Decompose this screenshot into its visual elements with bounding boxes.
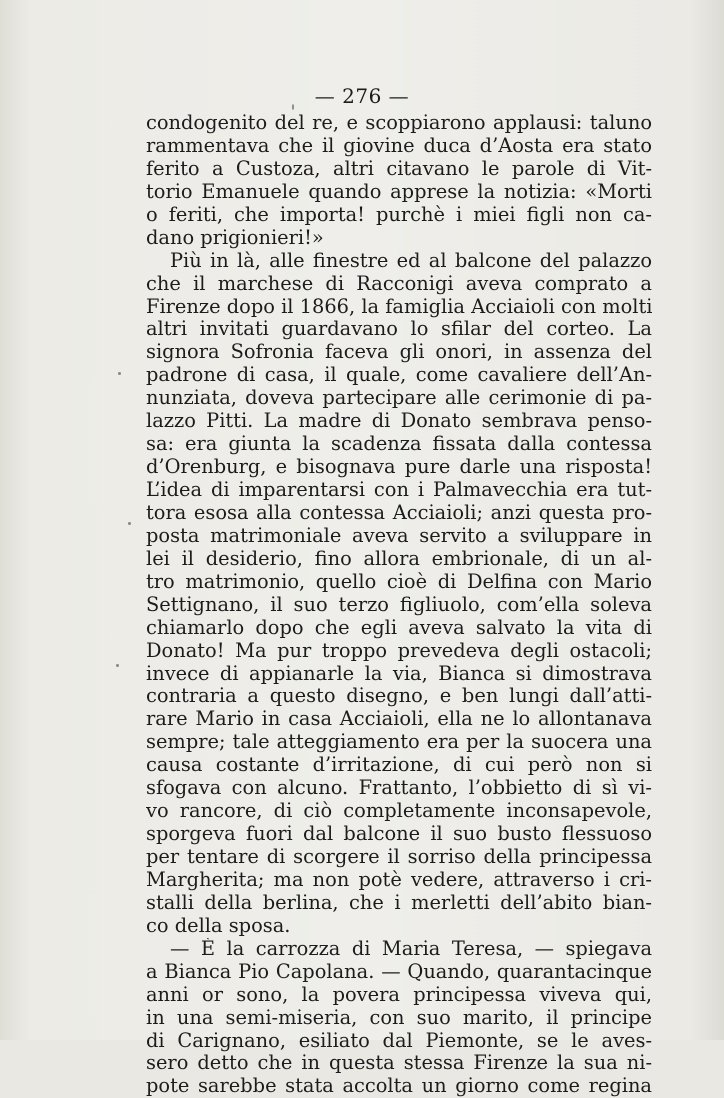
text-line: vo rancore, di ciò completamente inconsapevole, (146, 800, 652, 823)
text-line: L’idea di imparentarsi con i Palmavecchia era tut- (146, 479, 652, 501)
text-line: lazzo Pitti. La madre di Donato sembrava penso- (146, 410, 652, 433)
text-line: nunziata, doveva partecipare alle cerimonie di pa- (146, 387, 652, 410)
page-number: — 276 — (314, 84, 410, 108)
text-line: rammentava che il giovine duca d’Aosta era stato (146, 134, 652, 157)
text-line: sa: era giunta la scadenza fissata dalla contessa (146, 433, 652, 456)
body-text (146, 112, 652, 1098)
text-line: altri invitati guardavano lo sfilar del corteo. La (146, 318, 652, 341)
text-line: tora esosa alla contessa Acciaioli; anzi questa pro- (146, 501, 652, 524)
text-line: Donato! Ma pur troppo prevedeva degli ostacoli; (146, 639, 652, 662)
text-line: Firenze dopo il 1866, la famiglia Acciaioli con molti (146, 295, 652, 318)
text-line: Più in là, alle finestre ed al balcone del palazzo (170, 249, 652, 272)
text-line: tro matrimonio, quello cioè di Delfina con Mario (146, 570, 652, 593)
text-line: contraria a questo disegno, e ben lungi dall’atti- (146, 685, 652, 708)
text-line: a Bianca Pio Capolana. — Quando, quarantacinque (146, 960, 652, 983)
text-line: che il marchese di Racconigi aveva comprato a (146, 272, 652, 295)
text-line: Margherita; ma non potè vedere, attraverso i cri- (146, 868, 652, 891)
text-line: torio Emanuele quando apprese la notizia: «Morti (146, 180, 652, 203)
text-line: dano prigionieri!» (146, 226, 324, 249)
text-line: signora Sofronia faceva gli onori, in assenza del (146, 341, 652, 364)
scan-speck (118, 372, 121, 375)
text-line: lei il desiderio, fino allora embrionale, di un al- (146, 547, 652, 570)
text-line: pote sarebbe stata accolta un giorno come regina (146, 1075, 652, 1098)
scan-speck (116, 664, 119, 667)
text-line: co della sposa. (146, 914, 291, 937)
text-line: — È la carrozza di Maria Teresa, — spiegava (170, 937, 652, 960)
text-line: sero detto che in questa stessa Firenze la sua ni- (146, 1052, 652, 1075)
text-line: condogenito del re, e scoppiarono applausi: taluno (146, 112, 652, 134)
text-line: Settignano, il suo terzo figliuolo, com’ella soleva (146, 593, 652, 616)
text-line: rare Mario in casa Acciaioli, ella ne lo allontanava (146, 708, 652, 731)
text-line: d’Orenburg, e bisognava pure darle una risposta! (146, 456, 652, 479)
text-line: in una semi-miseria, con suo marito, il principe (146, 1006, 652, 1029)
text-line: o feriti, che importa! purchè i miei figli non ca- (146, 203, 652, 226)
text-line: per tentare di scorgere il sorriso della principessa (146, 846, 652, 868)
text-line: sempre; tale atteggiamento era per la suocera una (146, 731, 652, 754)
text-line: sfogava con alcuno. Frattanto, l’obbietto di sì vi- (146, 777, 652, 800)
text-line: ferito a Custoza, altri citavano le parole di Vit- (146, 157, 652, 180)
text-line: chiamarlo dopo che egli aveva salvato la vita di (146, 616, 652, 639)
text-line: causa costante d’irritazione, di cui però non si (146, 754, 652, 777)
text-line: anni or sono, la povera principessa viveva qui, (146, 983, 652, 1006)
scan-speck (128, 522, 131, 525)
text-line: padrone di casa, il quale, come cavaliere dell’An- (146, 364, 652, 387)
text-line: di Carignano, esiliato dal Piemonte, se le aves- (146, 1029, 652, 1052)
text-line: invece di appianarle la via, Bianca si dimostrava (146, 662, 652, 685)
text-line: sporgeva fuori dal balcone il suo busto flessuoso (146, 823, 652, 846)
text-line: stalli della berlina, che i merletti dell’abito bian- (146, 891, 652, 914)
text-line: posta matrimoniale aveva servito a sviluppare in (146, 524, 652, 547)
